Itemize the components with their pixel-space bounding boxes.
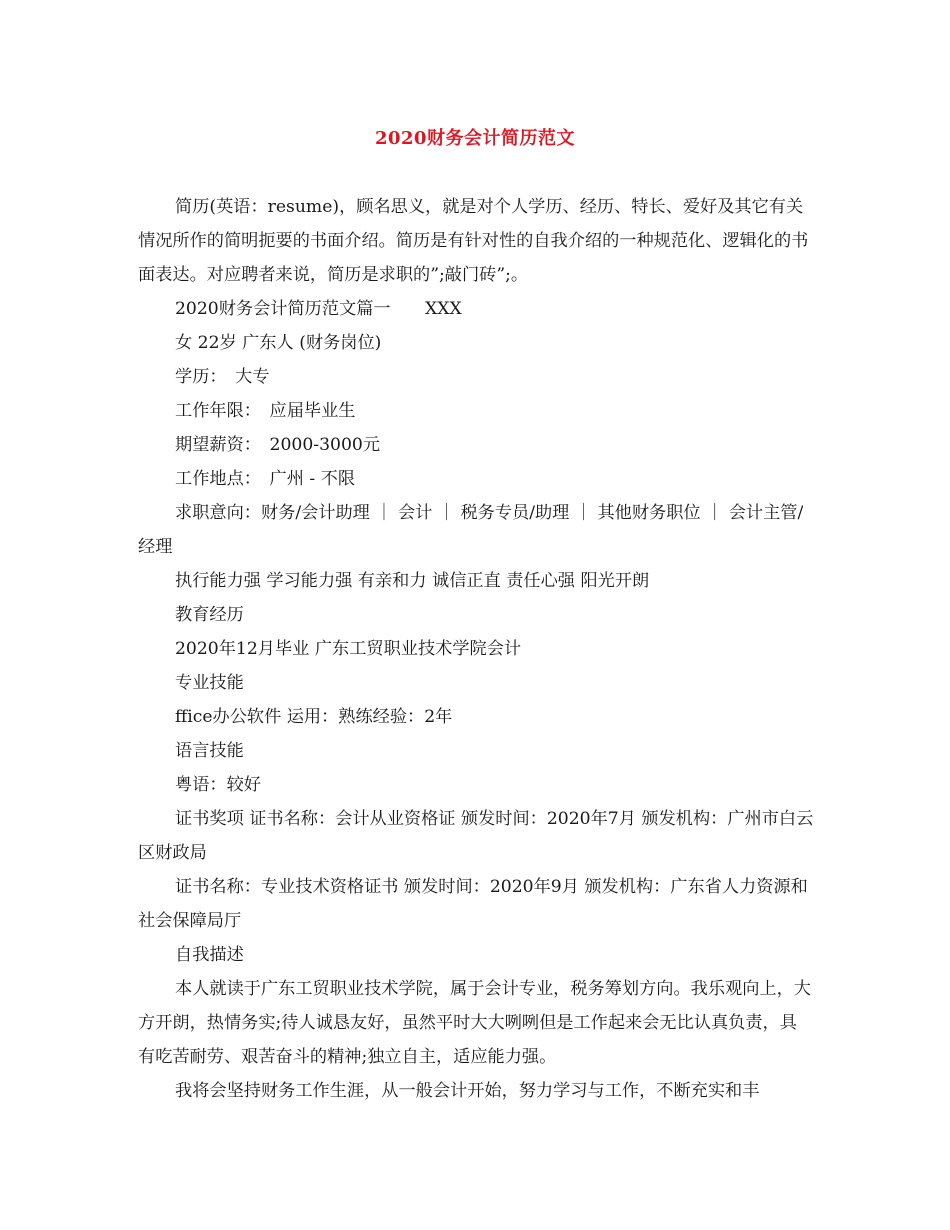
intro-paragraph: 简历(英语：resume)，顾名思义，就是对个人学历、经历、特长、爱好及其它有关情况所作的简明扼要的书面介绍。简历是有针对性的自我介绍的一种规范化、逻辑化的书面表达。对应聘者来说，简历是求职的”;敲门砖”;。 <box>138 197 809 285</box>
self-description: 本人就读于广东工贸职业技术学院，属于会计专业，税务筹划方向。我乐观向上，大方开朗，热情务实;待人诚恳友好，虽然平时大大咧咧但是工作起来会无比认真负责，具有吃苦耐劳、艰苦奋斗的精神;独立自主，适应能力强。 <box>138 979 811 1067</box>
expected-salary: 期望薪资： 2000-3000元 <box>175 435 381 455</box>
language-cantonese: 粤语：较好 <box>175 775 261 795</box>
work-location: 工作地点： 广州 - 不限 <box>175 469 356 489</box>
personal-info: 女 22岁 广东人 (财务岗位) <box>175 333 382 353</box>
career-plan: 我将会坚持财务工作生涯，从一般会计开始，努力学习与工作，不断充实和丰 <box>175 1081 760 1101</box>
education-detail: 2020年12月毕业 广东工贸职业技术学院会计 <box>175 639 522 659</box>
certificate-2: 证书名称：专业技术资格证书 颁发时间：2020年9月 颁发机构：广东省人力资源和社会保障局厅 <box>138 877 808 931</box>
section-self-description: 自我描述 <box>175 945 244 965</box>
resume-heading: 2020财务会计简历范文篇一 XXX <box>175 299 462 319</box>
job-intention: 求职意向：财务/会计助理 ｜ 会计 ｜ 税务专员/助理 ｜ 其他财务职位 ｜ 会计主管/经理 <box>138 503 804 557</box>
section-language: 语言技能 <box>175 741 244 761</box>
document-title: 2020财务会计简历范文 <box>374 128 576 149</box>
certificate-1: 证书奖项 证书名称：会计从业资格证 颁发时间：2020年7月 颁发机构：广州市白云区财政局 <box>138 809 814 863</box>
document-body <box>138 190 814 1108</box>
work-years: 工作年限： 应届毕业生 <box>175 401 356 421</box>
personal-strengths: 执行能力强 学习能力强 有亲和力 诚信正直 责任心强 阳光开朗 <box>175 571 650 591</box>
skill-office: ffice办公软件 运用：熟练经验：2年 <box>175 707 453 727</box>
section-education: 教育经历 <box>175 605 244 625</box>
section-skills: 专业技能 <box>175 673 244 693</box>
education-level: 学历： 大专 <box>175 367 270 387</box>
